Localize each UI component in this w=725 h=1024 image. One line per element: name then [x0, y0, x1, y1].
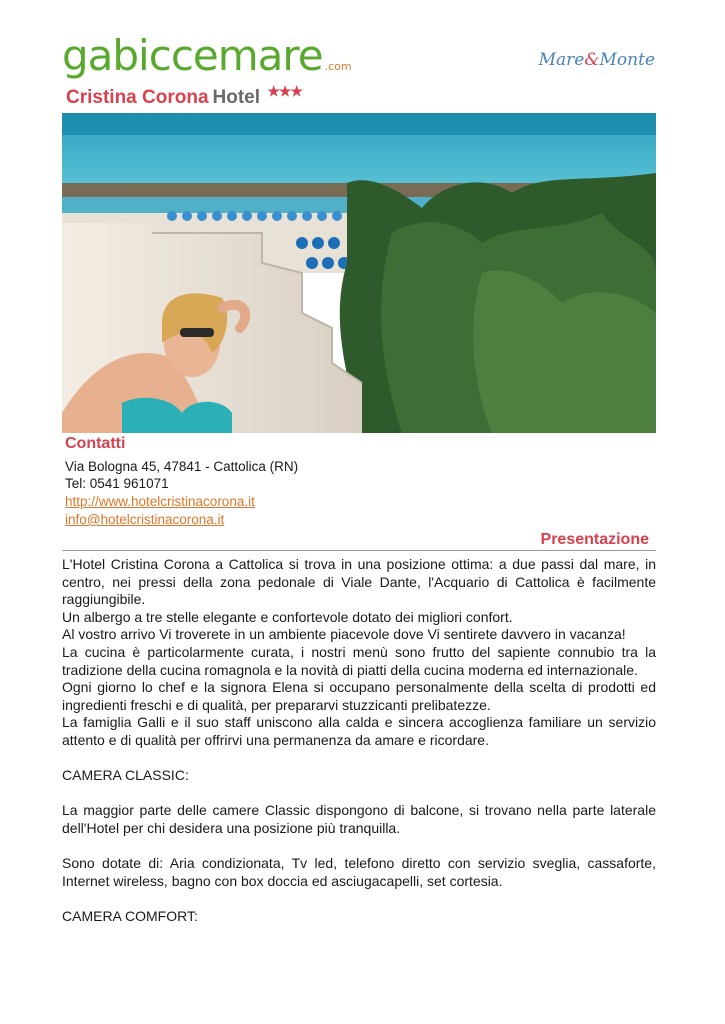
- classic-heading: CAMERA CLASSIC:: [62, 767, 189, 784]
- presentation-title: Presentazione: [540, 531, 649, 548]
- gabiccemare-logo[interactable]: [62, 28, 352, 84]
- paragraph: L'Hotel Cristina Corona a Cattolica si trova in una posizione ottima: a due passi dal mare, in centro, nei pressi della zona pedonale di Viale Dante, l'Acquario di Cattolica è facilmente raggiungibile.: [62, 556, 656, 608]
- email-link[interactable]: info@hotelcristinacorona.it: [65, 512, 225, 527]
- hotel-title: [66, 83, 302, 109]
- hotel-photo-image: [62, 113, 656, 433]
- section-divider: [62, 550, 656, 551]
- presentation-body: [62, 556, 656, 925]
- comfort-heading: CAMERA COMFORT:: [62, 907, 198, 924]
- paragraph: Un albergo a tre stelle elegante e confortevole dotato dei migliori confort.: [62, 608, 513, 625]
- paragraph: Ogni giorno lo chef e la signora Elena si occupano personalmente della scelta di prodotti ed ingredienti freschi e di qualità, per prepararvi stuzzicanti prelibatezze.: [62, 679, 656, 713]
- paragraph: Al vostro arrivo Vi troverete in un ambiente piacevole dove Vi sentirete davvero in vacanza!: [62, 626, 626, 643]
- mare-monte-amp: &: [584, 50, 600, 70]
- contact-phone: Tel: 0541 961071: [65, 476, 169, 491]
- hotel-name: Cristina Corona: [66, 87, 209, 108]
- hotel-type: Hotel: [212, 87, 261, 108]
- mare-monte-right: Monte: [599, 50, 655, 70]
- website-link[interactable]: http://www.hotelcristinacorona.it: [65, 494, 255, 509]
- classic-amenities: Sono dotate di: Aria condizionata, Tv led, telefono diretto con servizio sveglia, cassaforte, Internet wireless, bagno con box doccia ed asciugacapelli, set cortesia.: [62, 855, 656, 889]
- contacts-title: Contatti: [65, 435, 126, 452]
- hotel-stars-icon: ★★★: [267, 83, 302, 99]
- paragraph: La famiglia Galli e il suo staff uniscono alla calda e sincera accoglienza familiare un servizio attento e di qualità per offrirvi una permanenza da amare e ricordare.: [62, 714, 656, 748]
- contact-address: Via Bologna 45, 47841 - Cattolica (RN): [65, 459, 299, 474]
- logo-suffix: .com: [324, 60, 352, 73]
- mare-monte-logo[interactable]: [539, 50, 655, 70]
- mare-monte-left: Mare: [538, 50, 585, 70]
- paragraph: La cucina è particolarmente curata, i nostri menù sono frutto del sapiente connubio tra la tradizione della cucina romagnola e la novità di piatti della cucina moderna ed internazionale.: [62, 643, 656, 678]
- logo-text: gabiccemare: [62, 31, 323, 80]
- hotel-photo: [62, 113, 656, 433]
- classic-description: La maggior parte delle camere Classic dispongono di balcone, si trovano nella parte laterale dell'Hotel per chi desidera una posizione più tranquilla.: [62, 802, 656, 836]
